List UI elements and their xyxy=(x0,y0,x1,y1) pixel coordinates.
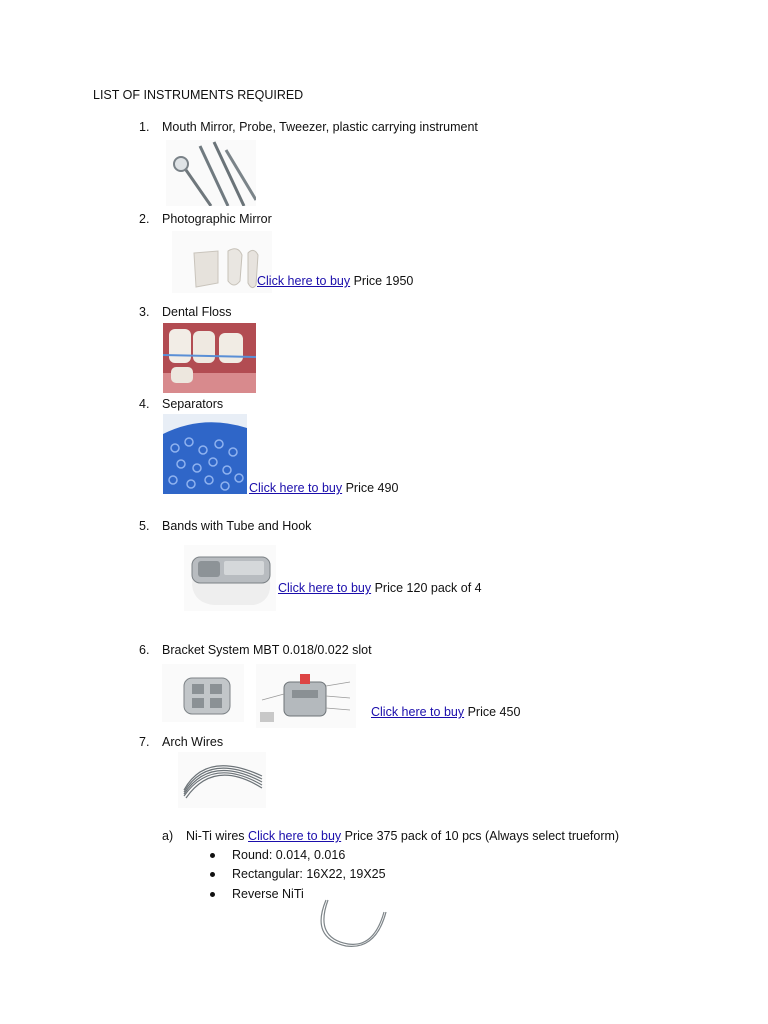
item-title: Mouth Mirror, Probe, Tweezer, plastic carrying instrument xyxy=(162,120,478,134)
price-text: Price 120 pack of 4 xyxy=(374,581,482,595)
item-title: Bracket System MBT 0.018/0.022 slot xyxy=(162,643,372,657)
item-number: 6. xyxy=(139,643,150,657)
buy-link-photographic-mirror[interactable]: Click here to buy xyxy=(257,274,351,288)
item-title: Dental Floss xyxy=(162,305,232,319)
buy-link-separators[interactable]: Click here to buy xyxy=(249,481,343,495)
buy-link-bracket-system[interactable]: Click here to buy xyxy=(371,705,465,719)
bracket-diagram-image xyxy=(256,664,356,728)
item-title: Arch Wires xyxy=(162,735,224,749)
item-number: 7. xyxy=(139,735,150,749)
item-number: 3. xyxy=(139,305,150,319)
bullet-icon xyxy=(210,853,215,858)
subitem-label: a) xyxy=(162,829,174,843)
bracket-image xyxy=(162,664,244,722)
dental-floss-image xyxy=(163,323,256,393)
bullet-text: Round: 0.014, 0.016 xyxy=(232,848,346,862)
price-text: Price 1950 xyxy=(353,274,414,288)
page-title: LIST OF INSTRUMENTS REQUIRED xyxy=(93,88,304,102)
price-text: Price 450 xyxy=(467,705,521,719)
item-number: 5. xyxy=(139,519,150,533)
item-title: Photographic Mirror xyxy=(162,212,272,226)
bullet-icon xyxy=(210,872,215,877)
bullet-text: Rectangular: 16X22, 19X25 xyxy=(232,867,386,881)
band-with-tube-image xyxy=(184,545,276,611)
item-title: Bands with Tube and Hook xyxy=(162,519,312,533)
price-text: Price 490 xyxy=(345,481,399,495)
reverse-niti-wire-image xyxy=(310,892,390,954)
buy-link-niti-wires[interactable]: Click here to buy xyxy=(248,829,342,843)
bullet-text: Reverse NiTi xyxy=(232,887,304,901)
separators-image xyxy=(163,414,247,494)
buy-link-bands[interactable]: Click here to buy xyxy=(278,581,372,595)
item-title: Separators xyxy=(162,397,224,411)
item-number: 4. xyxy=(139,397,150,411)
subitem-title: Ni-Ti wires xyxy=(186,829,245,843)
dental-instruments-image xyxy=(166,140,256,206)
price-text: Price 375 pack of 10 pcs (Always select trueform) xyxy=(344,829,620,843)
bullet-icon xyxy=(210,892,215,897)
item-number: 2. xyxy=(139,212,150,226)
item-number: 1. xyxy=(139,120,150,134)
arch-wires-image xyxy=(178,752,266,808)
